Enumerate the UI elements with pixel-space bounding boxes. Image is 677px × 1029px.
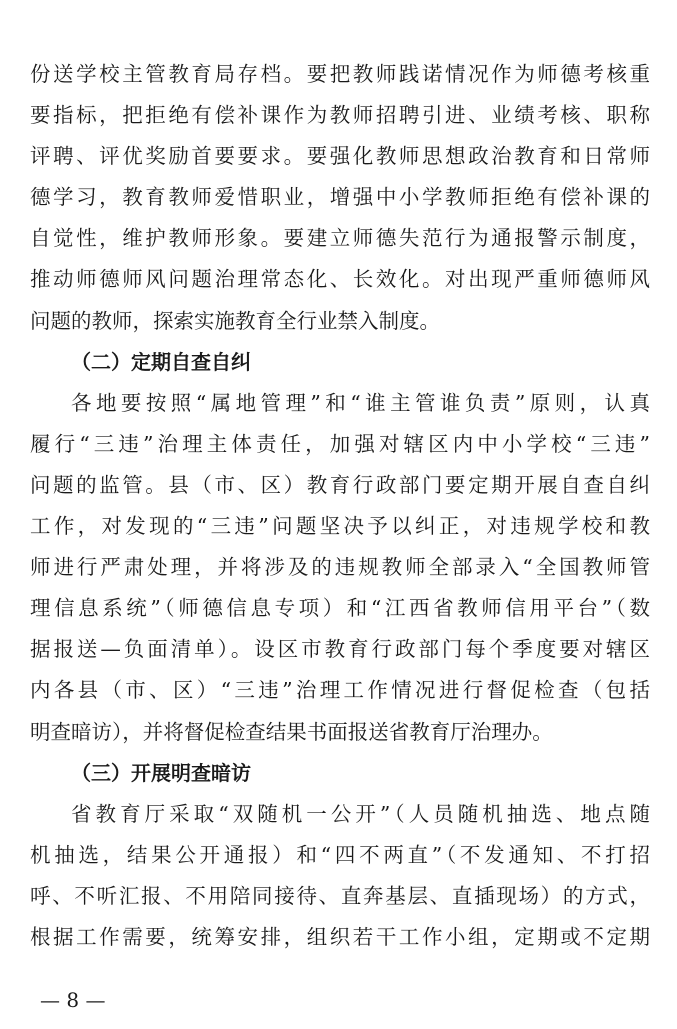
paragraph-line: 师进行严肃处理，并将涉及的违规教师全部录入“全国教师管 — [30, 555, 650, 580]
paragraph-line: 明查暗访），并将督促检查结果书面报送省教育厅治理办。 — [30, 719, 553, 744]
paragraph-line: 德学习，教育教师爱惜职业，增强中小学教师拒绝有偿补课的 — [30, 185, 650, 210]
paragraph-line: 份送学校主管教育局存档。要把教师践诺情况作为师德考核重 — [30, 62, 650, 86]
document-body — [30, 54, 650, 958]
paragraph-line: 各地要按照“属地管理”和“谁主管谁负责”原则，认真 — [71, 390, 650, 415]
paragraph-line: 工作，对发现的“三违”问题坚决予以纠正，对违规学校和教 — [30, 514, 650, 539]
section-heading-2: （二）定期自查自纠 — [71, 349, 251, 374]
paragraph-line: 评聘、评优奖励首要要求。要强化教师思想政治教育和日常师 — [30, 144, 650, 169]
paragraph-line: 理信息系统”（师德信息专项）和“江西省教师信用平台”（数 — [30, 596, 650, 621]
paragraph-line: 机抽选，结果公开通报）和“四不两直”（不发通知、不打招 — [30, 842, 650, 867]
paragraph-line: 问题的教师，探索实施教育全行业禁入制度。 — [30, 308, 440, 333]
paragraph-line: 自觉性，维护教师形象。要建立师德失范行为通报警示制度， — [30, 226, 650, 251]
section-heading-3: （三）开展明查暗访 — [71, 760, 251, 785]
paragraph-line: 根据工作需要，统筹安排，组织若干工作小组，定期或不定期 — [30, 924, 650, 949]
paragraph-line: 内各县（市、区）“三违”治理工作情况进行督促检查（包括 — [30, 678, 650, 703]
paragraph-line: 呼、不听汇报、不用陪同接待、直奔基层、直插现场）的方式， — [30, 883, 650, 908]
paragraph-line: 省教育厅采取“双随机一公开”（人员随机抽选、地点随 — [71, 801, 650, 826]
paragraph-line: 要指标，把拒绝有偿补课作为教师招聘引进、业绩考核、职称 — [30, 103, 650, 128]
paragraph-line: 问题的监管。县（市、区）教育行政部门要定期开展自查自纠 — [30, 472, 650, 497]
paragraph-line: 据报送—负面清单）。设区市教育行政部门每个季度要对辖区 — [30, 637, 650, 662]
page-number: — 8 — — [40, 988, 106, 1012]
paragraph-line: 履行“三违”治理主体责任，加强对辖区内中小学校“三违” — [30, 431, 650, 456]
paragraph-line: 推动师德师风问题治理常态化、长效化。对出现严重师德师风 — [30, 267, 650, 292]
